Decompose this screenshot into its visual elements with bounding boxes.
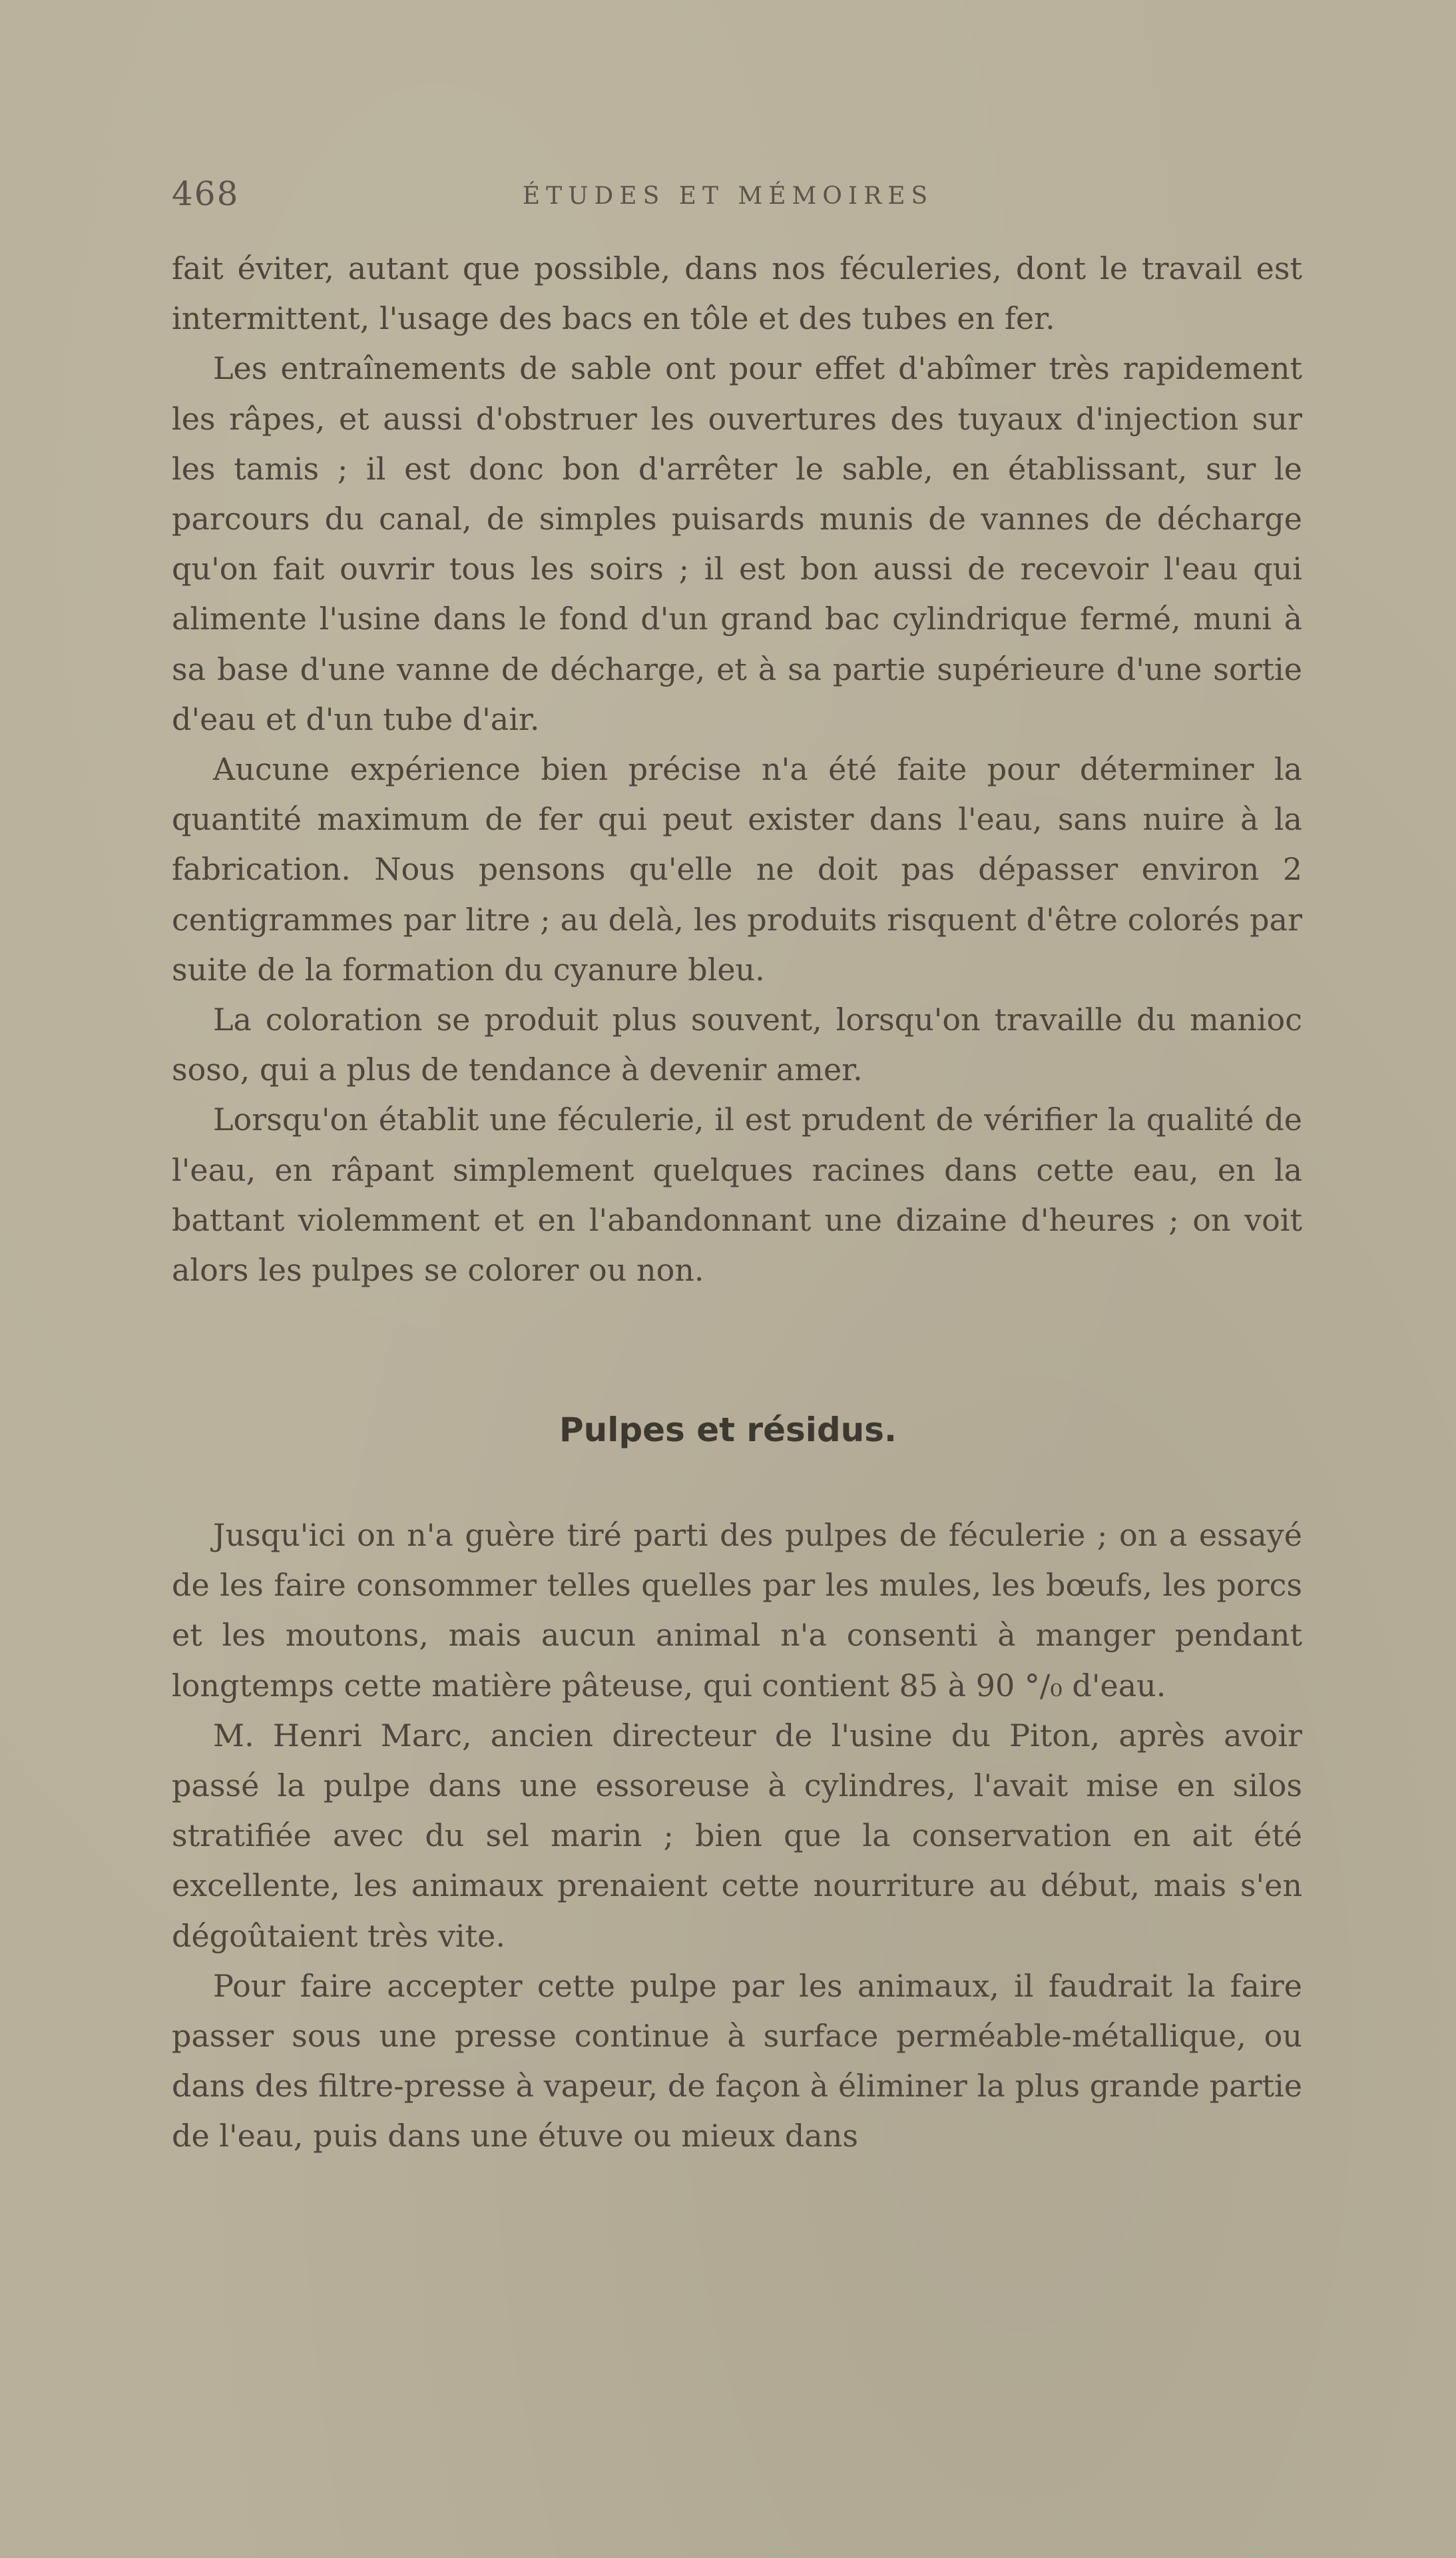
paragraph: M. Henri Marc, ancien directeur de l'usine du Piton, après avoir passé la pulpe dans une essoreuse à cylindres, l'avait mise en silos stratifiée avec du sel marin ; bien que la conservation en ait été excellente, les animaux prenaient cette nourriture au début, mais s'en dégoûtaient très vite. bbox=[172, 1717, 1302, 1954]
paragraph: Les entraînements de sable ont pour effet d'abîmer très rapidement les râpes, et aussi d'obstruer les ouvertures des tuyaux d'injection sur les tamis ; il est donc bon d'arrêter le sable, en établissant, sur le parcours du canal, de simples puisards munis de vannes de décharge qu'on fait ouvrir tous les soirs ; il est bon aussi de recevoir l'eau qui alimente l'usine dans le fond d'un grand bac cylindrique fermé, muni à sa base d'une vanne de décharge, et à sa partie supérieure d'une sortie d'eau et d'un tube d'air. bbox=[172, 350, 1302, 737]
page-number: 468 bbox=[172, 174, 240, 213]
running-header: ÉTUDES ET MÉMOIRES bbox=[522, 182, 934, 210]
paragraph: fait éviter, autant que possible, dans nos féculeries, dont le travail est intermittent, l'usage des bacs en tôle et des tubes en fer. bbox=[172, 250, 1302, 337]
body-text-lower bbox=[172, 1510, 1302, 2162]
paragraph: Aucune expérience bien précise n'a été faite pour déterminer la quantité maximum de fer qui peut exister dans l'eau, sans nuire à la fabrication. Nous pensons qu'elle ne doit pas dépasser environ 2 centigrammes par litre ; au delà, les produits risquent d'être colorés par suite de la formation du cyanure bleu. bbox=[172, 751, 1302, 988]
section-heading: Pulpes et résidus. bbox=[559, 1411, 897, 1449]
paragraph: Lorsqu'on établit une féculerie, il est prudent de vérifier la qualité de l'eau, en râpant simplement quelques racines dans cette eau, en la battant violemment et en l'abandonnant une dizaine d'heures ; on voit alors les pulpes se colorer ou non. bbox=[172, 1102, 1302, 1289]
paragraph: Pour faire accepter cette pulpe par les animaux, il faudrait la faire passer sous une presse continue à surface perméable-métallique, ou dans des filtre-presse à vapeur, de façon à éliminer la plus grande partie de l'eau, puis dans une étuve ou mieux dans bbox=[172, 1967, 1302, 2154]
paragraph: Jusqu'ici on n'a guère tiré parti des pulpes de féculerie ; on a essayé de les faire consommer telles quelles par les mules, les bœufs, les porcs et les moutons, mais aucun animal n'a consenti à manger pendant longtemps cette matière pâteuse, qui contient 85 à 90 °/₀ d'eau. bbox=[172, 1517, 1302, 1704]
paragraph: La coloration se produit plus souvent, lorsqu'on travaille du manioc soso, qui a plus de tendance à devenir amer. bbox=[172, 1002, 1302, 1088]
body-text-upper bbox=[172, 244, 1302, 1295]
